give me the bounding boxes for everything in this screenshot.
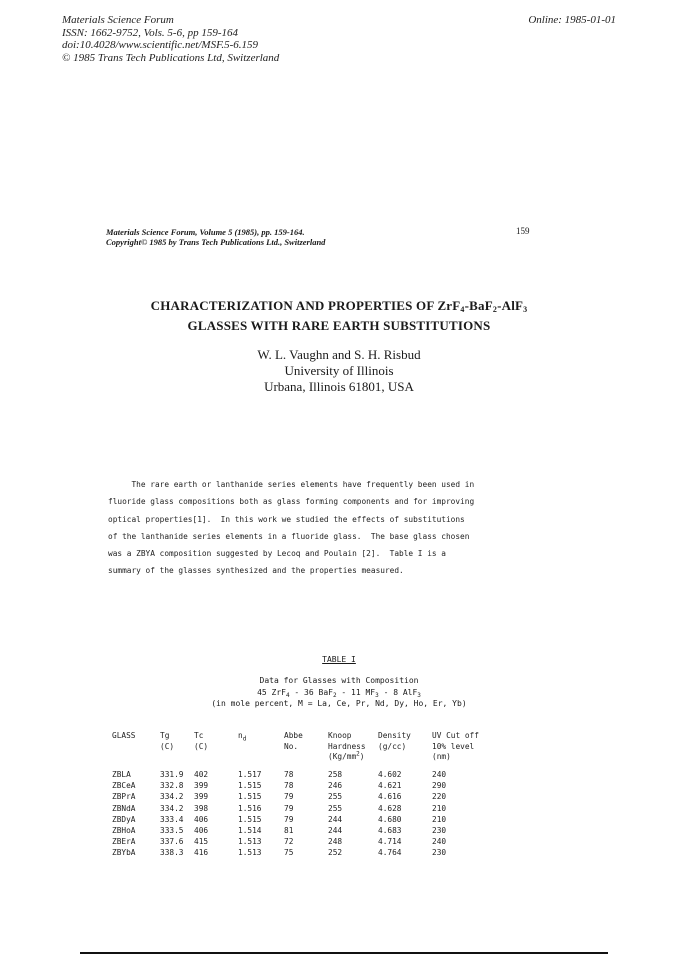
cell-glass: ZBNdA: [112, 803, 136, 813]
title-line-2: GLASSES WITH RARE EARTH SUBSTITUTIONS: [187, 318, 491, 333]
cell-nd: 1.515: [238, 792, 262, 802]
author-names: W. L. Vaughn and S. H. Risbud: [257, 347, 421, 362]
cell-tg: 331.9: [160, 770, 184, 779]
cell-density: 4.680: [378, 814, 402, 824]
cell-density: 4.714: [378, 837, 402, 847]
cell-nd: 1.516: [238, 803, 262, 813]
cell-abbe: 72: [284, 837, 294, 847]
cell-tg: 338.3: [160, 848, 184, 858]
cell-glass: ZBHoA: [112, 826, 136, 835]
paragraph-line: summary of the glasses synthesized and the properties measured.: [108, 566, 404, 576]
paragraph-line: The rare earth or lanthanide series elements have frequently been used in: [108, 480, 475, 489]
cell-glass: ZBPrA: [112, 792, 136, 802]
cell-abbe: 78: [284, 781, 294, 791]
cell-glass: ZBDyA: [112, 814, 136, 824]
doi-line[interactable]: doi:10.4028/www.scientific.net/MSF.5-6.159: [62, 39, 259, 51]
cell-tg: 333.4: [160, 814, 184, 824]
table-caption-1: Data for Glasses with Composition: [259, 676, 419, 685]
cell-knoop: 248: [328, 837, 343, 847]
cell-glass: ZBErA: [112, 837, 136, 847]
cell-knoop: 255: [328, 792, 343, 802]
cell-tg: 334.2: [160, 792, 184, 802]
col-header-glass: GLASS: [112, 731, 136, 740]
col-header-tc: Tc (C): [194, 731, 209, 751]
cell-abbe: 81: [284, 826, 294, 835]
col-header-uv-cutoff: UV Cut off 10% level (nm): [432, 731, 479, 761]
online-date: Online: 1985-01-01: [528, 14, 616, 26]
cell-density: 4.628: [378, 803, 402, 813]
cell-density: 4.764: [378, 848, 402, 858]
cell-nd: 1.515: [238, 781, 262, 791]
journal-name: Materials Science Forum: [62, 14, 174, 26]
cell-tg: 334.2: [160, 803, 184, 813]
cell-density: 4.602: [378, 770, 402, 779]
cell-knoop: 252: [328, 848, 343, 858]
cell-tc: 399: [194, 792, 209, 802]
cell-abbe: 79: [284, 803, 294, 813]
footer-rule: [80, 952, 608, 954]
cell-glass: ZBCeA: [112, 781, 136, 791]
col-header-knoop: Knoop Hardness $(Kg/mm^2)$: [328, 731, 366, 761]
cell-nd: 1.515: [238, 814, 262, 824]
cell-knoop: 244: [328, 826, 343, 835]
citation-line-2: Copyright© 1985 by Trans Tech Publications Ltd., Switzerland: [106, 237, 326, 247]
cell-tc: 402: [194, 770, 209, 779]
cell-nd: 1.514: [238, 826, 262, 835]
paragraph-line: optical properties[1]. In this work we studied the effects of substitutions: [108, 514, 465, 524]
cell-knoop: 255: [328, 803, 343, 813]
author-affiliation: University of Illinois: [284, 363, 394, 378]
cell-nd: 1.517: [238, 770, 262, 779]
col-header-tg: Tg (C): [160, 731, 175, 751]
copyright-line: © 1985 Trans Tech Publications Ltd, Switzerland: [62, 51, 280, 64]
col-header-abbe: Abbe No.: [284, 731, 303, 751]
paragraph-line: of the lanthanide series elements in a fluoride glass. The base glass chosen: [108, 531, 470, 541]
cell-abbe: 75: [284, 848, 294, 858]
author-location: Urbana, Illinois 61801, USA: [264, 379, 414, 394]
cell-uv: 210: [432, 814, 447, 824]
cell-tg: 337.6: [160, 837, 184, 847]
cell-uv: 240: [432, 837, 447, 847]
cell-uv: 230: [432, 826, 447, 835]
cell-nd: 1.513: [238, 837, 262, 847]
cell-tc: 399: [194, 781, 209, 791]
cell-tc: 398: [194, 803, 209, 813]
cell-uv: 230: [432, 848, 447, 858]
cell-tc: 416: [194, 848, 209, 858]
cell-knoop: 246: [328, 781, 343, 791]
page-number: 159: [516, 226, 530, 236]
cell-uv: 220: [432, 792, 447, 802]
table-label: TABLE I: [322, 655, 356, 664]
cell-uv: 240: [432, 770, 447, 779]
cell-abbe: 79: [284, 792, 294, 802]
issn-line: ISSN: 1662-9752, Vols. 5-6, pp 159-164: [62, 26, 238, 39]
cell-abbe: 78: [284, 770, 294, 779]
cell-tg: 332.8: [160, 781, 184, 791]
table-caption-2: 45 ZrF$_4$ - 36 BaF$_2$ - 11 $MF_3 - 8$ AlF$_3$: [257, 688, 421, 699]
cell-tg: 333.5: [160, 826, 184, 835]
cell-uv: 290: [432, 781, 447, 791]
title-line-1: CHARACTERIZATION AND PROPERTIES OF ZrF$_4$-BaF$_2$-AlF$_3$: [150, 298, 528, 314]
paragraph-line: fluoride glass compositions both as glass forming components and for improving: [108, 497, 475, 507]
cell-abbe: 79: [284, 814, 294, 824]
col-header-density: Density (g/cc): [378, 731, 411, 751]
cell-tc: 415: [194, 837, 209, 847]
cell-knoop: 244: [328, 814, 343, 824]
cell-tc: 406: [194, 826, 209, 835]
paragraph-line: was a ZBYA composition suggested by Lecoq and Poulain [2]. Table I is a: [108, 549, 446, 559]
cell-knoop: 258: [328, 770, 343, 779]
cell-density: 4.621: [378, 781, 402, 791]
cell-uv: 210: [432, 803, 447, 813]
citation-line-1: Materials Science Forum, Volume 5 (1985), pp. 159-164.: [106, 227, 305, 237]
cell-tc: 406: [194, 814, 209, 824]
cell-nd: 1.513: [238, 848, 262, 858]
table-caption-3: (in mole percent, M = La, Ce, Pr, Nd, Dy, Ho, Er, Yb): [211, 699, 467, 708]
cell-glass: ZBLA: [112, 770, 131, 779]
cell-density: 4.683: [378, 826, 402, 835]
cell-density: 4.616: [378, 792, 402, 802]
cell-glass: ZBYbA: [112, 848, 136, 858]
col-header-nd: $n_d$: [238, 731, 247, 743]
